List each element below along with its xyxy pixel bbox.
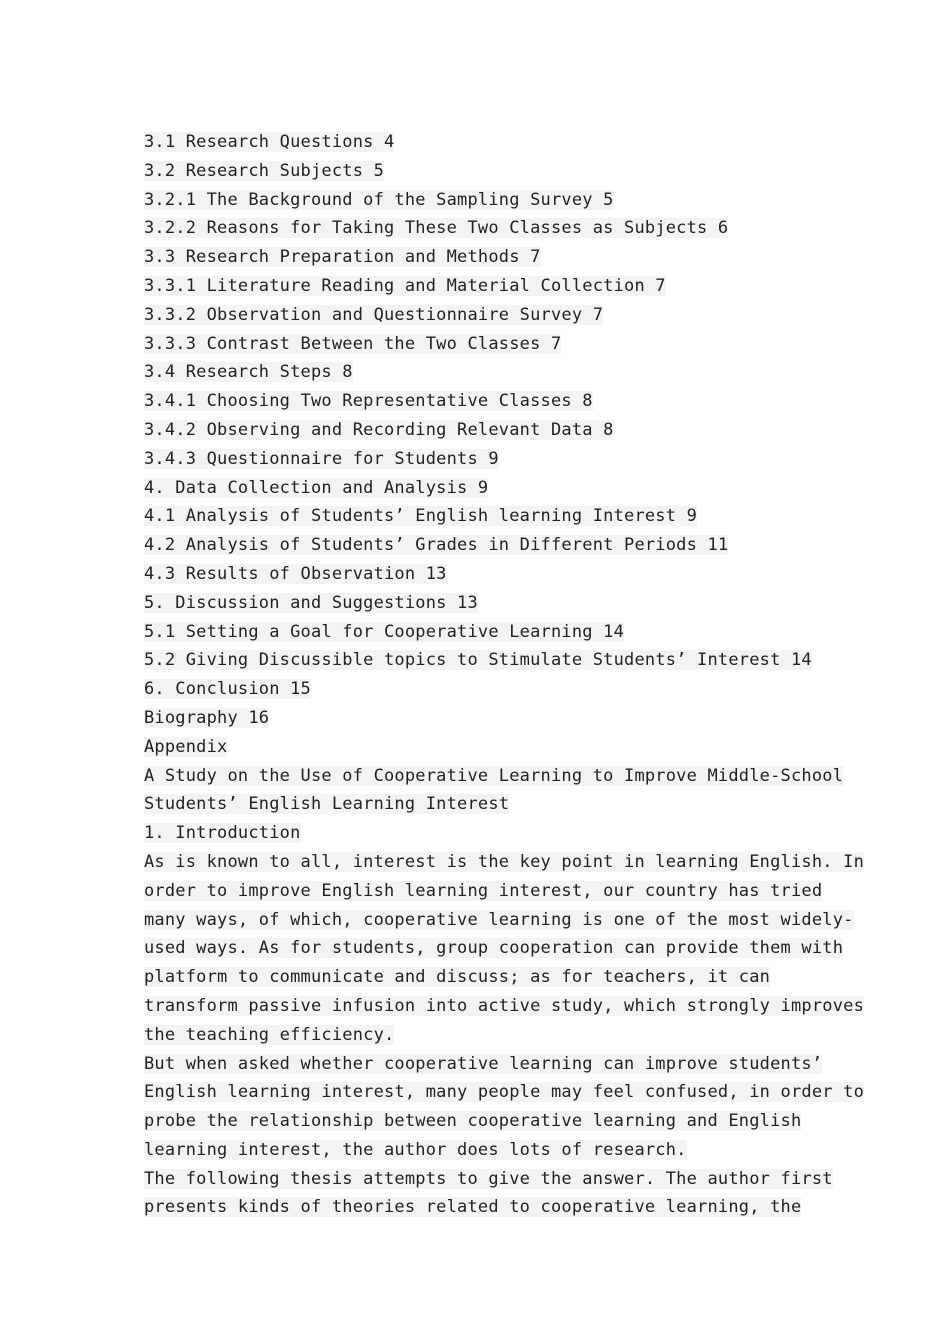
section-heading: 1. Introduction: [144, 823, 301, 844]
toc-entry: Biography 16: [144, 707, 270, 728]
toc-entry: 4. Data Collection and Analysis 9: [144, 477, 489, 498]
toc-entry: 4.1 Analysis of Students’ English learning Interest 9: [144, 506, 698, 527]
thesis-title-line: A Study on the Use of Cooperative Learning to Improve Middle-School: [144, 765, 844, 786]
toc-entry: 3.3 Research Preparation and Methods 7: [144, 247, 541, 268]
paragraph-line: probe the relationship between cooperative learning and English: [144, 1111, 802, 1132]
toc-entry: 5.1 Setting a Goal for Cooperative Learning 14: [144, 621, 625, 642]
toc-entry: 3.1 Research Questions 4: [144, 132, 395, 152]
paragraph-line: presents kinds of theories related to cooperative learning, the: [144, 1197, 802, 1218]
paragraph-line: But when asked whether cooperative learning can improve students’: [144, 1053, 823, 1074]
toc-entry: 3.3.3 Contrast Between the Two Classes 7: [144, 333, 562, 354]
paragraph-line: learning interest, the author does lots of research.: [144, 1139, 687, 1160]
document-page: [144, 128, 865, 1222]
toc-entry: 3.2.1 The Background of the Sampling Survey 5: [144, 189, 614, 210]
toc-entry: 3.4.2 Observing and Recording Relevant Data 8: [144, 419, 614, 440]
paragraph-line: used ways. As for students, group cooperation can provide them with: [144, 938, 844, 959]
paragraph-line: the teaching efficiency.: [144, 1024, 395, 1045]
paragraph-line: many ways, of which, cooperative learning is one of the most widely-: [144, 909, 854, 930]
toc-entry: 5.2 Giving Discussible topics to Stimulate Students’ Interest 14: [144, 650, 812, 671]
thesis-title-line: Students’ English Learning Interest: [144, 794, 510, 815]
paragraph-line: order to improve English learning interest, our country has tried: [144, 880, 823, 901]
toc-entry: 4.2 Analysis of Students’ Grades in Different Periods 11: [144, 535, 729, 556]
toc-entry: 3.2.2 Reasons for Taking These Two Classes as Subjects 6: [144, 218, 729, 239]
toc-entry: Appendix: [144, 736, 228, 757]
toc-entry: 6. Conclusion 15: [144, 679, 311, 700]
paragraph-line: The following thesis attempts to give the answer. The author first: [144, 1168, 833, 1189]
paragraph-line: platform to communicate and discuss; as for teachers, it can: [144, 967, 771, 988]
paragraph-line: transform passive infusion into active study, which strongly improves: [144, 995, 865, 1016]
introduction-body: [144, 848, 865, 1222]
toc-entry: 4.3 Results of Observation 13: [144, 563, 447, 584]
toc-entry: 3.4.3 Questionnaire for Students 9: [144, 448, 499, 469]
toc-entry: 3.4.1 Choosing Two Representative Classes 8: [144, 391, 593, 412]
table-of-contents: [144, 128, 824, 762]
toc-entry: 3.4 Research Steps 8: [144, 362, 353, 383]
toc-entry: 3.3.1 Literature Reading and Material Collection 7: [144, 275, 666, 296]
thesis-title: [144, 762, 844, 820]
toc-entry: 3.3.2 Observation and Questionnaire Survey 7: [144, 304, 604, 325]
paragraph-line: English learning interest, many people may feel confused, in order to: [144, 1082, 865, 1103]
paragraph-line: As is known to all, interest is the key point in learning English. In: [144, 851, 865, 872]
toc-entry: 5. Discussion and Suggestions 13: [144, 592, 478, 613]
toc-entry: 3.2 Research Subjects 5: [144, 160, 385, 181]
